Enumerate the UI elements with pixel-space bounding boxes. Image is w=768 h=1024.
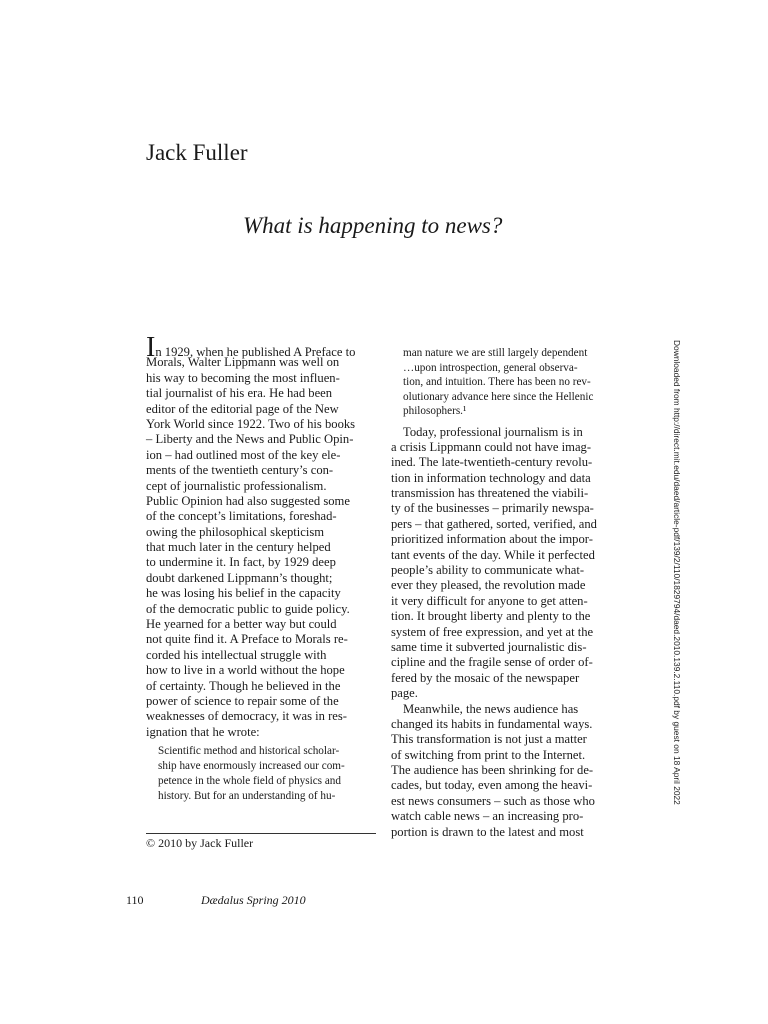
text-line: He yearned for a better way but could <box>146 617 337 632</box>
text-line: This transformation is not just a matter <box>391 732 587 747</box>
text-line: he was losing his belief in the capacity <box>146 586 341 601</box>
block-quote-continued <box>391 346 631 419</box>
text-line: it very difficult for anyone to get atten- <box>391 593 588 608</box>
text-line: The audience has been shrinking for de- <box>391 763 594 778</box>
drop-cap: I <box>146 332 156 363</box>
text-line: ever they pleased, the revolution made <box>391 578 586 593</box>
text-line: ments of the twentieth century’s con- <box>146 463 334 478</box>
text-line: a crisis Lippmann could not have imag- <box>391 439 592 454</box>
block-quote <box>146 744 378 804</box>
text-line: page. <box>391 686 418 701</box>
text-line: watch cable news – an increasing pro- <box>391 809 584 824</box>
text-line: fered by the mosaic of the newspaper <box>391 670 580 685</box>
text-line: changed its habits in fundamental ways. <box>391 716 593 731</box>
journal-running-footer: Dædalus Spring 2010 <box>201 893 306 907</box>
text-line: system of free expression, and yet at the <box>391 624 594 639</box>
text-line: prioritized information about the impor- <box>391 532 593 547</box>
download-watermark-text: Downloaded from http://direct.mit.edu/daed/article-pdf/139/2/110/1829794/daed.2010.139.2.110.pdf by guest on 18 April 2022 <box>672 340 682 805</box>
text-line: tion. It brought liberty and plenty to the <box>391 609 591 624</box>
text-line: same time it subverted journalistic dis- <box>391 639 587 654</box>
text-line: corded his intellectual struggle with <box>146 647 327 662</box>
text-line: of the democratic public to guide policy. <box>146 601 350 616</box>
text-line: of the concept’s limitations, foreshad- <box>146 509 337 524</box>
text-line: ined. The late-twentieth-century revolu- <box>391 455 593 470</box>
text-line: cipline and the fragile sense of order of- <box>391 655 593 670</box>
page-number: 110 <box>126 893 144 907</box>
text-line: ty of the businesses – primarily newspa- <box>391 501 594 516</box>
text-line: editor of the editorial page of the New <box>146 401 339 416</box>
text-line: power of science to repair some of the <box>146 693 339 708</box>
text-line: ignation that he wrote: <box>146 724 260 739</box>
text-line: not quite find it. A Preface to Morals re- <box>146 632 348 647</box>
quote-line: tion, and intuition. There has been no rev- <box>403 376 591 388</box>
text-line: of certainty. Though he believed in the <box>146 678 341 693</box>
text-line: transmission has threatened the viabili- <box>391 486 589 501</box>
text-line: of switching from print to the Internet. <box>391 747 586 762</box>
author-name: Jack Fuller <box>146 140 248 165</box>
copyright-notice: © 2010 by Jack Fuller <box>146 836 254 850</box>
quote-line: petence in the whole field of physics and <box>158 775 341 788</box>
text-line: people’s ability to communicate what- <box>391 563 585 578</box>
text-line: tant events of the day. While it perfected <box>391 547 595 562</box>
quote-line: history. But for an understanding of hu- <box>158 790 336 803</box>
footnote-rule <box>146 833 376 834</box>
quote-line: man nature we are still largely dependent <box>403 347 588 359</box>
text-line-content: n 1929, when he published A Preface to <box>155 345 356 359</box>
text-line: owing the philosophical skepticism <box>146 524 325 539</box>
article-title: What is happening to news? <box>243 213 503 238</box>
text-line: doubt darkened Lippmann’s thought; <box>146 570 333 585</box>
text-line: that much later in the century helped <box>146 540 331 555</box>
text-line: est news consumers – such as those who <box>391 793 595 808</box>
text-line: ion – had outlined most of the key ele- <box>146 447 341 462</box>
right-column <box>391 340 631 840</box>
text-line: portion is drawn to the latest and most <box>391 824 584 839</box>
text-line: tial journalist of his era. He had been <box>146 386 333 401</box>
quote-line: olutionary advance here since the Hellenic <box>403 390 594 403</box>
text-line: tion in information technology and data <box>391 470 591 485</box>
text-line: pers – that gathered, sorted, verified, and <box>391 516 597 531</box>
text-line: York World since 1922. Two of his books <box>146 416 356 431</box>
text-line: to undermine it. In fact, by 1929 deep <box>146 555 336 570</box>
quote-line: Scientific method and historical scholar- <box>158 745 340 758</box>
text-line: – Liberty and the News and Public Opin- <box>146 432 354 447</box>
text-line: weaknesses of democracy, it was in res- <box>146 709 347 724</box>
text-line: cades, but today, even among the heavi- <box>391 778 593 793</box>
text-line: Public Opinion had also suggested some <box>146 493 350 508</box>
quote-line: ship have enormously increased our com- <box>158 760 345 773</box>
left-column <box>146 332 378 804</box>
download-watermark <box>668 340 684 805</box>
text-line: cept of journalistic professionalism. <box>146 478 327 493</box>
text-line: Morals, Walter Lippmann was well on <box>146 355 340 370</box>
text-line: his way to becoming the most influen- <box>146 370 340 385</box>
text-line: Meanwhile, the news audience has <box>403 701 579 716</box>
text-line: Today, professional journalism is in <box>403 424 583 439</box>
text-line: how to live in a world without the hope <box>146 663 345 678</box>
quote-line: …upon introspection, general observa- <box>403 361 578 374</box>
quote-line: philosophers.¹ <box>403 405 467 417</box>
